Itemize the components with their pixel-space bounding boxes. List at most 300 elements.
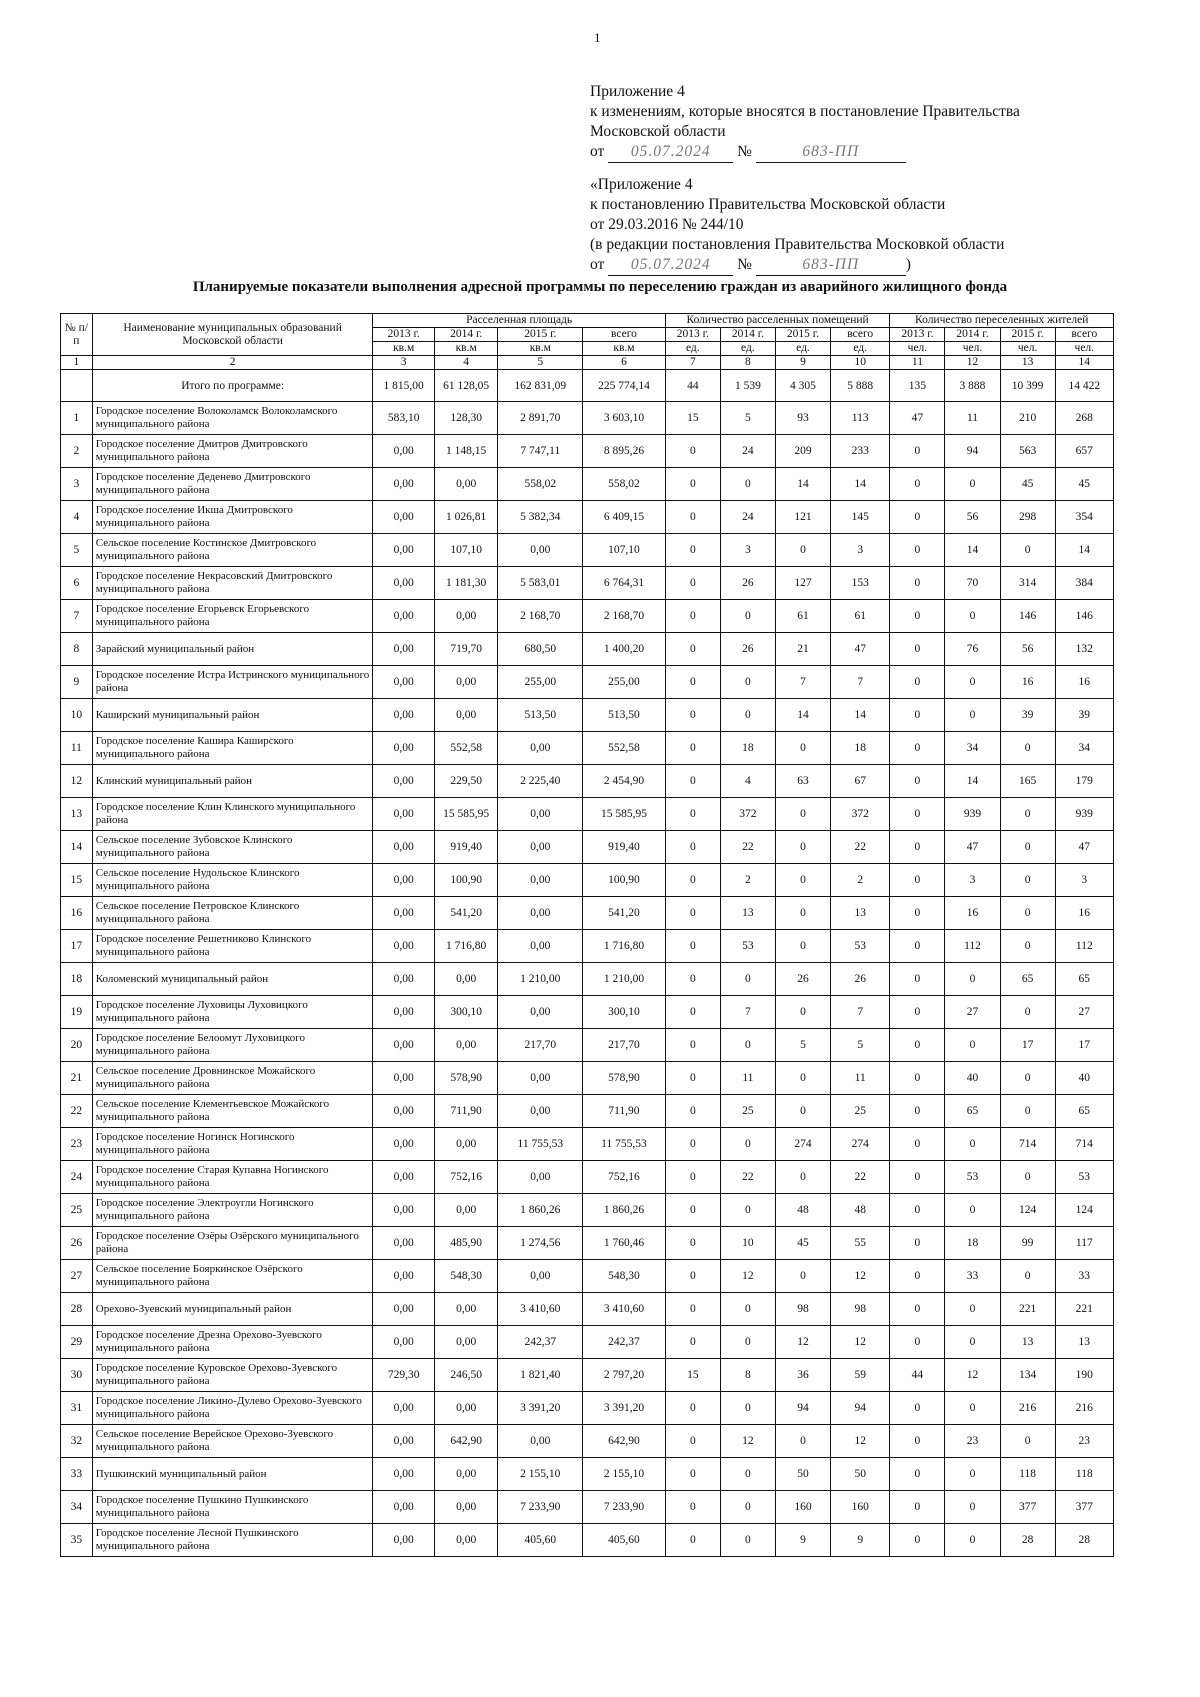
municipality-name: Городское поселение Электроугли Ногинского муниципального района [92, 1194, 373, 1227]
row-number: 28 [61, 1293, 93, 1326]
handwritten-number: 683-ПП [756, 255, 906, 276]
row-number: 13 [61, 798, 93, 831]
table-cell: 0 [890, 1128, 945, 1161]
header-year: 2014 г. [945, 328, 1000, 342]
table-row [61, 765, 1114, 798]
header-line: (в редакции постановления Правительства Московкой области [590, 236, 1005, 253]
table-cell: 0 [890, 1425, 945, 1458]
table-cell: 0 [890, 765, 945, 798]
table-cell: 0 [945, 468, 1000, 501]
table-cell: 0 [665, 1227, 720, 1260]
table-cell: 0,00 [498, 1260, 583, 1293]
table-cell: 0 [890, 633, 945, 666]
table-cell: 210 [1000, 402, 1055, 435]
table-cell: 372 [720, 798, 775, 831]
table-cell: 0,00 [434, 1029, 498, 1062]
table-cell: 0 [720, 1326, 775, 1359]
table-cell: 274 [831, 1128, 890, 1161]
table-cell: 384 [1055, 567, 1113, 600]
table-cell: 0 [665, 1392, 720, 1425]
table-row [61, 732, 1114, 765]
table-cell: 0,00 [373, 996, 434, 1029]
municipality-name: Орехово-Зуевский муниципальный район [92, 1293, 373, 1326]
table-cell: 0,00 [373, 534, 434, 567]
table-row [61, 864, 1114, 897]
column-number: 8 [720, 356, 775, 370]
municipality-name: Городское поселение Кашира Каширского муниципального района [92, 732, 373, 765]
table-cell: 229,50 [434, 765, 498, 798]
table-cell: 0 [775, 1425, 830, 1458]
table-cell: 548,30 [434, 1260, 498, 1293]
table-cell: 16 [1000, 666, 1055, 699]
table-cell: 255,00 [498, 666, 583, 699]
municipality-name: Сельское поселение Петровское Клинского муниципального района [92, 897, 373, 930]
table-cell: 12 [775, 1326, 830, 1359]
table-cell: 1 274,56 [498, 1227, 583, 1260]
row-number: 4 [61, 501, 93, 534]
table-cell: 7 233,90 [583, 1491, 666, 1524]
table-row [61, 699, 1114, 732]
table-cell: 8 [720, 1359, 775, 1392]
column-number: 1 [61, 356, 93, 370]
table-cell: 53 [945, 1161, 1000, 1194]
table-cell: 2 168,70 [583, 600, 666, 633]
table-cell: 14 [831, 468, 890, 501]
header-no: № п/п [61, 314, 93, 356]
table-cell: 45 [1000, 468, 1055, 501]
table-cell: 124 [1055, 1194, 1113, 1227]
table-cell: 246,50 [434, 1359, 498, 1392]
table-cell: 3 [945, 864, 1000, 897]
table-cell: 0 [890, 963, 945, 996]
table-cell: 0 [720, 1194, 775, 1227]
municipality-name: Городское поселение Решетниково Клинского муниципального района [92, 930, 373, 963]
municipality-name: Городское поселение Волоколамск Волоколамского муниципального района [92, 402, 373, 435]
table-cell: 0 [890, 897, 945, 930]
table-cell: 28 [1000, 1524, 1055, 1557]
table-cell: 0 [890, 699, 945, 732]
table-cell: 300,10 [583, 996, 666, 1029]
table-row [61, 996, 1114, 1029]
column-number: 10 [831, 356, 890, 370]
table-row [61, 435, 1114, 468]
table-cell: 0 [890, 1029, 945, 1062]
row-number: 11 [61, 732, 93, 765]
table-cell: 0,00 [498, 1161, 583, 1194]
table-cell: 15 [665, 402, 720, 435]
table-cell: 0 [890, 1491, 945, 1524]
table-cell: 15 585,95 [434, 798, 498, 831]
table-cell: 0 [665, 501, 720, 534]
table-cell: 0,00 [434, 468, 498, 501]
row-number: 12 [61, 765, 93, 798]
table-cell: 0 [1000, 732, 1055, 765]
table-cell: 0 [890, 1326, 945, 1359]
table-cell: 0 [890, 996, 945, 1029]
table-cell: 548,30 [583, 1260, 666, 1293]
table-cell: 0,00 [373, 1095, 434, 1128]
table-cell: 65 [945, 1095, 1000, 1128]
table-cell: 0 [665, 930, 720, 963]
table-cell: 0,00 [434, 1524, 498, 1557]
table-cell: 7 [831, 666, 890, 699]
table-cell: 221 [1000, 1293, 1055, 1326]
table-cell: 14 [945, 534, 1000, 567]
table-cell: 0 [720, 1128, 775, 1161]
table-cell: 146 [1055, 600, 1113, 633]
table-cell: 0 [1000, 1425, 1055, 1458]
table-cell: 2 [720, 864, 775, 897]
header-year: 2013 г. [665, 328, 720, 342]
table-cell: 160 [831, 1491, 890, 1524]
header-line: Московской области [590, 123, 726, 140]
row-number: 5 [61, 534, 93, 567]
table-cell: 1 148,15 [434, 435, 498, 468]
table-cell: 145 [831, 501, 890, 534]
table-cell: 1 210,00 [498, 963, 583, 996]
table-cell: 0 [890, 1095, 945, 1128]
table-cell: 0 [775, 996, 830, 1029]
table-cell: 0 [665, 732, 720, 765]
table-cell: 0 [720, 699, 775, 732]
table-cell: 48 [775, 1194, 830, 1227]
table-cell: 377 [1000, 1491, 1055, 1524]
table-cell: 14 [831, 699, 890, 732]
row-number: 27 [61, 1260, 93, 1293]
table-cell: 0 [665, 600, 720, 633]
table-cell: 67 [831, 765, 890, 798]
table-cell: 0 [775, 831, 830, 864]
column-number: 9 [775, 356, 830, 370]
table-row [61, 1194, 1114, 1227]
table-cell: 0 [945, 1128, 1000, 1161]
column-number: 7 [665, 356, 720, 370]
table-cell: 100,90 [583, 864, 666, 897]
table-cell: 94 [775, 1392, 830, 1425]
table-row [61, 1029, 1114, 1062]
table-cell: 27 [945, 996, 1000, 1029]
table-cell: 65 [1055, 963, 1113, 996]
table-cell: 0,00 [373, 1062, 434, 1095]
table-cell: 0,00 [373, 963, 434, 996]
table-cell: 25 [720, 1095, 775, 1128]
table-cell: 0,00 [373, 798, 434, 831]
column-number: 5 [498, 356, 583, 370]
table-cell: 0 [890, 567, 945, 600]
document-header [590, 82, 1150, 276]
table-cell: 0,00 [373, 435, 434, 468]
table-cell: 719,70 [434, 633, 498, 666]
table-cell: 0 [1000, 534, 1055, 567]
table-row [61, 1524, 1114, 1557]
column-number: 3 [373, 356, 434, 370]
table-cell: 0 [890, 864, 945, 897]
table-cell: 0 [1000, 864, 1055, 897]
table-cell: 377 [1055, 1491, 1113, 1524]
table-cell: 76 [945, 633, 1000, 666]
table-cell: 0,00 [373, 501, 434, 534]
municipality-name: Сельское поселение Дровнинское Можайского муниципального района [92, 1062, 373, 1095]
table-cell: 3 [1055, 864, 1113, 897]
table-cell: 274 [775, 1128, 830, 1161]
table-cell: 0 [890, 732, 945, 765]
table-cell: 221 [1055, 1293, 1113, 1326]
table-cell: 0 [1000, 897, 1055, 930]
table-cell: 2 797,20 [583, 1359, 666, 1392]
municipality-name: Клинский муниципальный район [92, 765, 373, 798]
table-cell: 12 [831, 1425, 890, 1458]
column-number: 6 [583, 356, 666, 370]
municipality-name: Сельское поселение Костинское Дмитровского муниципального района [92, 534, 373, 567]
row-number: 34 [61, 1491, 93, 1524]
table-cell: 24 [720, 501, 775, 534]
row-number: 18 [61, 963, 93, 996]
table-cell: 0,00 [498, 996, 583, 1029]
table-cell: 0,00 [373, 1425, 434, 1458]
total-value: 4 305 [775, 370, 830, 402]
handwritten-date: 05.07.2024 [608, 142, 733, 163]
table-cell: 0,00 [373, 765, 434, 798]
municipality-name: Пушкинский муниципальный район [92, 1458, 373, 1491]
table-cell: 0 [1000, 798, 1055, 831]
table-cell: 0 [890, 666, 945, 699]
table-cell: 216 [1055, 1392, 1113, 1425]
header-unit: кв.м [373, 342, 434, 356]
header-unit: чел. [1000, 342, 1055, 356]
table-cell: 1 821,40 [498, 1359, 583, 1392]
header-date-line-2: от 05.07.2024 № 683-ПП ) [590, 255, 1150, 276]
header-area: Расселенная площадь [373, 314, 665, 328]
header-date-line: от 05.07.2024 № 683-ПП [590, 142, 1150, 163]
table-cell: 65 [1000, 963, 1055, 996]
table-cell: 22 [831, 831, 890, 864]
table-row [61, 633, 1114, 666]
table-cell: 16 [945, 897, 1000, 930]
total-value: 135 [890, 370, 945, 402]
table-cell: 541,20 [434, 897, 498, 930]
table-row [61, 831, 1114, 864]
table-cell: 1 210,00 [583, 963, 666, 996]
table-cell: 0 [890, 1524, 945, 1557]
table-cell: 3 391,20 [498, 1392, 583, 1425]
table-cell: 13 [720, 897, 775, 930]
table-cell: 0 [945, 1194, 1000, 1227]
municipality-name: Городское поселение Дрезна Орехово-Зуевского муниципального района [92, 1326, 373, 1359]
table-cell: 0 [1000, 831, 1055, 864]
table-cell: 2 454,90 [583, 765, 666, 798]
page-number: 1 [594, 30, 601, 45]
table-cell: 7 747,11 [498, 435, 583, 468]
table-cell: 0 [720, 1392, 775, 1425]
table-cell: 0 [720, 1029, 775, 1062]
header-year: 2015 г. [775, 328, 830, 342]
table-cell: 0 [775, 930, 830, 963]
column-number: 13 [1000, 356, 1055, 370]
table-cell: 132 [1055, 633, 1113, 666]
table-cell: 26 [720, 567, 775, 600]
header-total: всего [831, 328, 890, 342]
table-cell: 113 [831, 402, 890, 435]
table-cell: 0,00 [373, 897, 434, 930]
table-cell: 2 168,70 [498, 600, 583, 633]
table-cell: 405,60 [583, 1524, 666, 1557]
table-cell: 0,00 [373, 567, 434, 600]
table-cell: 27 [1055, 996, 1113, 1029]
table-cell: 217,70 [583, 1029, 666, 1062]
table-cell: 11 [831, 1062, 890, 1095]
table-cell: 0,00 [373, 666, 434, 699]
table-cell: 0 [775, 1062, 830, 1095]
municipality-name: Каширский муниципальный район [92, 699, 373, 732]
table-cell: 0,00 [434, 1458, 498, 1491]
table-cell: 578,90 [583, 1062, 666, 1095]
table-cell: 0,00 [373, 1524, 434, 1557]
table-cell: 0,00 [498, 930, 583, 963]
table-cell: 99 [1000, 1227, 1055, 1260]
table-cell: 0,00 [373, 468, 434, 501]
table-cell: 0 [890, 831, 945, 864]
header-unit: кв.м [498, 342, 583, 356]
table-cell: 0,00 [434, 1491, 498, 1524]
total-value: 225 774,14 [583, 370, 666, 402]
header-name: Наименование муниципальных образований Московской области [92, 314, 373, 356]
table-cell: 714 [1055, 1128, 1113, 1161]
table-row [61, 1293, 1114, 1326]
table-cell: 65 [1055, 1095, 1113, 1128]
table-cell: 298 [1000, 501, 1055, 534]
table-cell: 45 [1055, 468, 1113, 501]
table-cell: 939 [1055, 798, 1113, 831]
table-cell: 2 [831, 864, 890, 897]
table-cell: 0 [890, 1194, 945, 1227]
table-cell: 300,10 [434, 996, 498, 1029]
table-cell: 2 155,10 [583, 1458, 666, 1491]
table-cell: 0,00 [373, 1326, 434, 1359]
table-cell: 15 [665, 1359, 720, 1392]
municipality-name: Городское поселение Истра Истринского муниципального района [92, 666, 373, 699]
table-cell: 0 [775, 1095, 830, 1128]
municipality-name: Зарайский муниципальный район [92, 633, 373, 666]
table-cell: 44 [890, 1359, 945, 1392]
table-cell: 22 [831, 1161, 890, 1194]
table-cell: 56 [945, 501, 1000, 534]
table-cell: 0 [665, 633, 720, 666]
row-number: 19 [61, 996, 93, 1029]
indicators-table [60, 313, 1114, 1557]
table-cell: 0 [1000, 1161, 1055, 1194]
page-title: Планируемые показатели выполнения адресной программы по переселению граждан из аварийного жилищного фонда [192, 279, 1008, 295]
table-cell: 0,00 [434, 1194, 498, 1227]
table-cell: 714 [1000, 1128, 1055, 1161]
column-number: 12 [945, 356, 1000, 370]
table-cell: 22 [720, 1161, 775, 1194]
row-number: 2 [61, 435, 93, 468]
table-row [61, 666, 1114, 699]
table-cell: 268 [1055, 402, 1113, 435]
table-cell: 134 [1000, 1359, 1055, 1392]
header-unit: ед. [720, 342, 775, 356]
municipality-name: Городское поселение Икша Дмитровского муниципального района [92, 501, 373, 534]
table-cell: 3 391,20 [583, 1392, 666, 1425]
table-cell: 53 [1055, 1161, 1113, 1194]
table-cell: 0 [665, 1458, 720, 1491]
table-cell: 0 [890, 1161, 945, 1194]
table-cell: 1 026,81 [434, 501, 498, 534]
table-cell: 128,30 [434, 402, 498, 435]
table-cell: 0 [720, 600, 775, 633]
table-cell: 33 [1055, 1260, 1113, 1293]
table-cell: 0 [665, 1326, 720, 1359]
table-cell: 70 [945, 567, 1000, 600]
table-cell: 0 [665, 435, 720, 468]
total-value: 14 422 [1055, 370, 1113, 402]
table-cell: 12 [945, 1359, 1000, 1392]
table-cell: 0 [945, 1029, 1000, 1062]
table-cell: 0 [890, 600, 945, 633]
table-cell: 2 155,10 [498, 1458, 583, 1491]
header-unit: чел. [1055, 342, 1113, 356]
table-row [61, 468, 1114, 501]
table-cell: 12 [831, 1260, 890, 1293]
table-cell: 56 [1000, 633, 1055, 666]
header-total: всего [583, 328, 666, 342]
table-cell: 0 [1000, 996, 1055, 1029]
table-cell: 0,00 [373, 930, 434, 963]
table-cell: 94 [831, 1392, 890, 1425]
table-cell: 0 [665, 666, 720, 699]
table-cell: 36 [775, 1359, 830, 1392]
table-cell: 1 716,80 [434, 930, 498, 963]
table-cell: 0 [1000, 930, 1055, 963]
table-cell: 0,00 [498, 1062, 583, 1095]
total-value: 5 888 [831, 370, 890, 402]
header-line: к изменениям, которые вносятся в постановление Правительства [590, 103, 1020, 120]
row-number: 29 [61, 1326, 93, 1359]
table-cell: 0 [665, 699, 720, 732]
table-cell: 59 [831, 1359, 890, 1392]
header-year: 2015 г. [498, 328, 583, 342]
table-cell: 752,16 [583, 1161, 666, 1194]
table-cell: 33 [945, 1260, 1000, 1293]
table-cell: 3 410,60 [583, 1293, 666, 1326]
table-cell: 0,00 [434, 600, 498, 633]
table-cell: 0 [720, 666, 775, 699]
table-cell: 112 [945, 930, 1000, 963]
table-row [61, 1359, 1114, 1392]
table-cell: 117 [1055, 1227, 1113, 1260]
municipality-name: Городское поселение Старая Купавна Ногинского муниципального района [92, 1161, 373, 1194]
row-number: 32 [61, 1425, 93, 1458]
total-value: 61 128,05 [434, 370, 498, 402]
table-cell: 919,40 [434, 831, 498, 864]
table-cell: 558,02 [583, 468, 666, 501]
table-cell: 39 [1000, 699, 1055, 732]
municipality-name: Городское поселение Куровское Орехово-Зуевского муниципального района [92, 1359, 373, 1392]
table-cell: 11 755,53 [583, 1128, 666, 1161]
table-cell: 0 [665, 1491, 720, 1524]
table-cell: 9 [831, 1524, 890, 1557]
total-label: Итого по программе: [92, 370, 373, 402]
table-row [61, 1161, 1114, 1194]
table-cell: 513,50 [583, 699, 666, 732]
table-cell: 1 760,46 [583, 1227, 666, 1260]
table-row [61, 600, 1114, 633]
table-cell: 0 [720, 963, 775, 996]
table-cell: 4 [720, 765, 775, 798]
column-number: 4 [434, 356, 498, 370]
table-cell: 53 [831, 930, 890, 963]
table-cell: 2 891,70 [498, 402, 583, 435]
